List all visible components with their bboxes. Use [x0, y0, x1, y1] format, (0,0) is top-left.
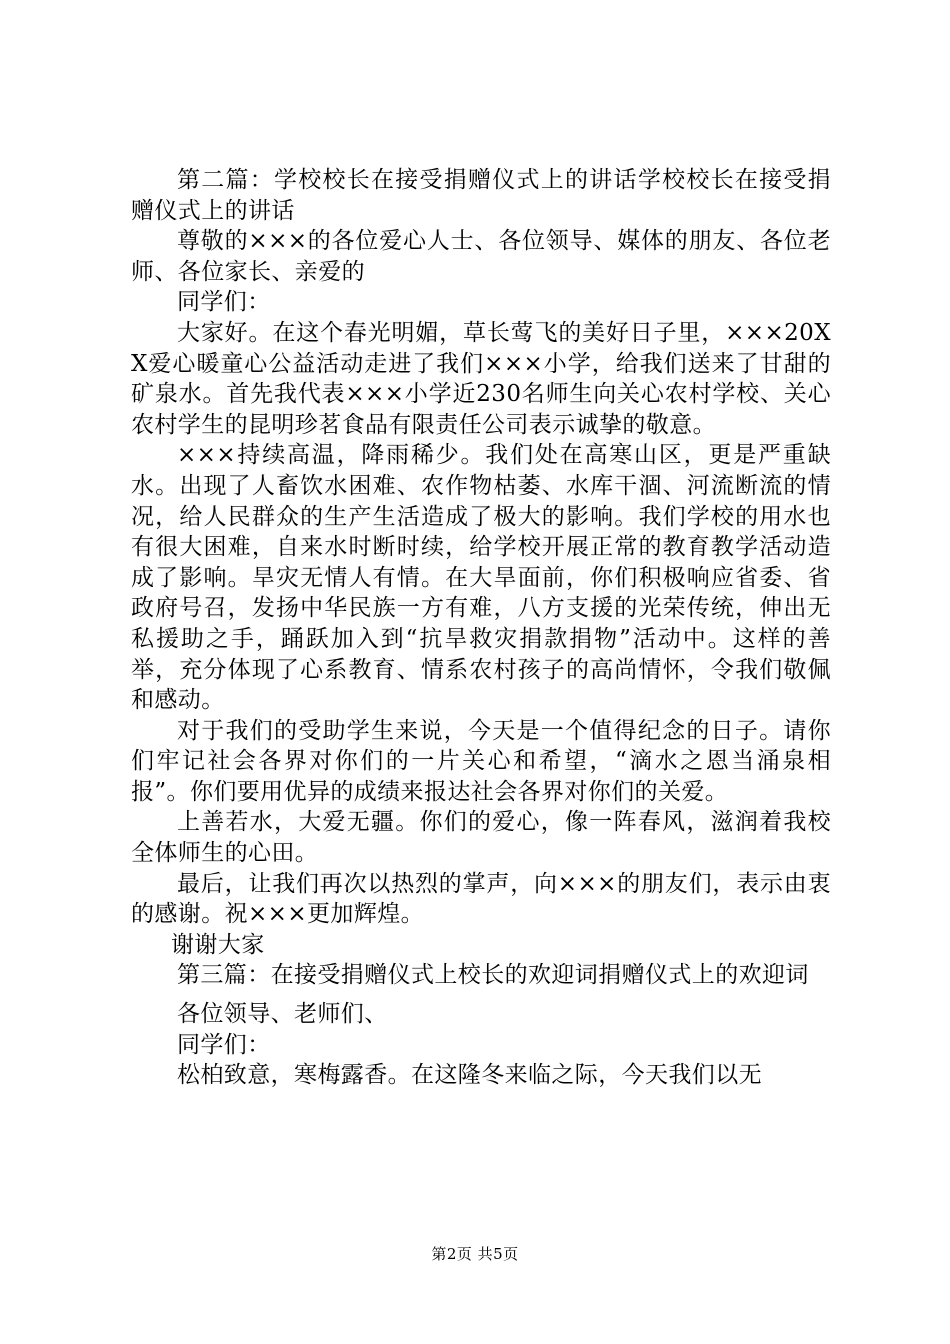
paragraph-students: 对于我们的受助学生来说，今天是一个值得纪念的日子。请你们牢记社会各界对你们的一片关心和希望，“滴水之恩当涌泉相报”。你们要用优异的成绩来报达社会各界对你们的关爱。: [131, 717, 831, 805]
paragraph-section3-title: 第三篇：在接受捐赠仪式上校长的欢迎词捐赠仪式上的欢迎词: [177, 962, 809, 989]
paragraph-salutation: 尊敬的×××的各位爱心人士、各位领导、媒体的朋友、各位老师、各位家长、亲爱的: [131, 228, 831, 285]
paragraph-greeting: 大家好。在这个春光明媚，草长莺飞的美好日子里，×××20XX爱心暖童心公益活动走进了我们×××小学，给我们送来了甘甜的矿泉水。首先我代表×××小学近230名师生向关心农村学校、关心农村学生的昆明珍茗食品有限责任公司表示诚挚的敬意。: [131, 319, 831, 438]
paragraph-closing: 最后，让我们再次以热烈的掌声，向×××的朋友们，表示由衷的感谢。祝×××更加辉煌。: [131, 870, 831, 928]
paragraph-salutation-students-2: 同学们：: [177, 1031, 271, 1058]
paragraph-drought: ×××持续高温，降雨稀少。我们处在高寒山区，更是严重缺水。出现了人畜饮水困难、农作物枯萎、水库干涸、河流断流的情况，给人民群众的生产生活造成了极大的影响。我们学校的用水也有很大困难，自来水时断时续，给学校开展正常的教育教学活动造成了影响。旱灾无情人有情。在大旱面前，你们积极响应省委、省政府号召，发扬中华民族一方有难，八方支援的光荣传统，伸出无私援助之手，踊跃加入到“抗旱救灾捐款捐物”活动中。这样的善举，充分体现了心系教育、情系农村孩子的高尚情怀，令我们敬佩和感动。: [131, 442, 831, 714]
paragraph-love: 上善若水，大爱无疆。你们的爱心，像一阵春风，滋润着我校全体师生的心田。: [131, 809, 831, 867]
paragraph-salutation-students: 同学们：: [177, 289, 271, 316]
paragraph-salutation-leaders: 各位领导、老师们、: [177, 1001, 388, 1028]
paragraph-thanks: 谢谢大家: [171, 931, 265, 958]
paragraph-welcome-start: 松柏致意，寒梅露香。在这隆冬来临之际，今天我们以无: [177, 1062, 762, 1089]
page-number-footer: 第2页 共5页: [431, 1245, 519, 1263]
document-body: [131, 165, 831, 1091]
paragraph-section2-title: 第二篇：学校校长在接受捐赠仪式上的讲话学校校长在接受捐赠仪式上的讲话: [131, 167, 831, 224]
